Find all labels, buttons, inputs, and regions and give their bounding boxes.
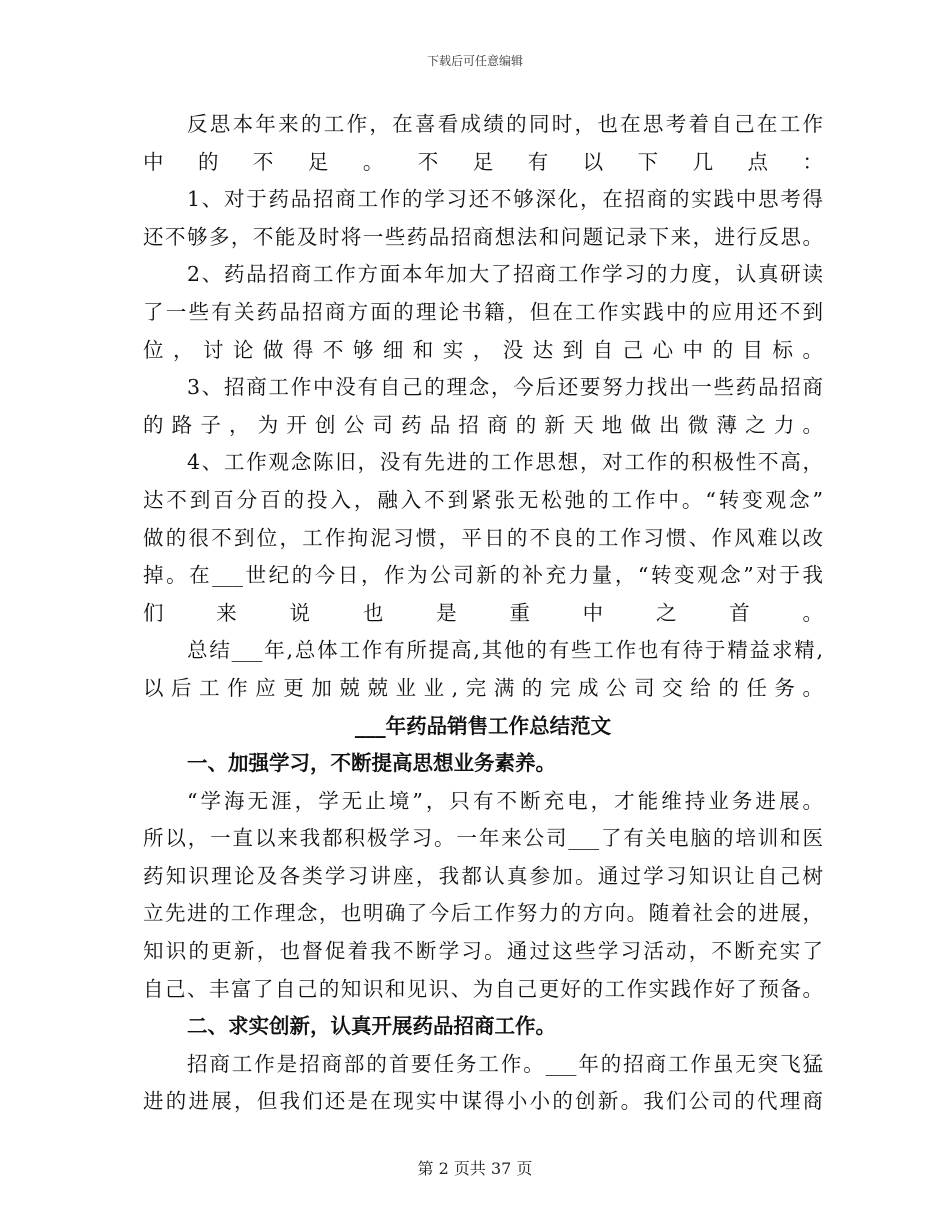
paragraph-line: 自己、丰富了自己的知识和见识、为自己更好的工作实践作好了预备。 [143, 976, 823, 1001]
paragraph-line: 招商工作是招商部的首要任务工作。___年的招商工作虽无突飞猛 [187, 1051, 823, 1076]
page-header-note: 下载后可任意编辑 [426, 54, 523, 68]
paragraph-line: 位，讨论做得不够细和实，没达到自己心中的目标。 [143, 337, 823, 362]
paragraph-line: 知识的更新，也督促着我不断学习。通过这些学习活动，不断充实了 [143, 939, 823, 964]
paragraph-line: 进的进展，但我们还是在现实中谋得小小的创新。我们公司的代理商 [143, 1089, 823, 1114]
document-body [143, 106, 823, 1121]
paragraph-line: 反思本年来的工作，在喜看成绩的同时，也在思考着自己在工作 [187, 112, 823, 136]
section-heading: 一、加强学习，不断提高思想业务素养。 [187, 751, 556, 776]
paragraph-line: 们来说也是重中之首。 [143, 600, 823, 625]
paragraph-line: 的路子，为开创公司药品招商的新天地做出微薄之力。 [143, 412, 823, 437]
section-title: ___年药品销售工作总结范文 [354, 713, 612, 738]
paragraph-line: 药知识理论及各类学习讲座，我都认真参加。通过学习知识让自己树 [143, 863, 823, 888]
paragraph-line: 以后工作应更加兢兢业业,完满的完成公司交给的任务。 [143, 675, 823, 700]
paragraph-line: 立先进的工作理念，也明确了今后工作努力的方向。随着社会的进展， [143, 901, 823, 926]
paragraph-line: 做的很不到位，工作拘泥习惯，平日的不良的工作习惯、作风难以改 [143, 525, 823, 550]
paragraph-line: 掉。在___世纪的今日，作为公司新的补充力量，“转变观念”对于我 [143, 563, 823, 588]
paragraph-line: “学海无涯，学无止境”，只有不断充电，才能维持业务进展。 [187, 788, 823, 813]
paragraph-line: 所以，一直以来我都积极学习。一年来公司___了有关电脑的培训和医 [143, 826, 823, 851]
paragraph-line: 总结___年,总体工作有所提高,其他的有些工作也有待于精益求精, [187, 638, 823, 663]
paragraph-line: 中的不足。不足有以下几点： [143, 149, 823, 174]
paragraph-line: 了一些有关药品招商方面的理论书籍，但在工作实践中的应用还不到 [143, 299, 823, 324]
paragraph-line: 达不到百分百的投入，融入不到紧张无松弛的工作中。“转变观念” [143, 487, 823, 512]
section-heading: 二、求实创新，认真开展药品招商工作。 [187, 1014, 556, 1039]
page-number: 第 2 页共 37 页 [417, 1159, 533, 1178]
paragraph-line: 4、工作观念陈旧，没有先进的工作思想，对工作的积极性不高， [187, 450, 823, 475]
paragraph-line: 2、药品招商工作方面本年加大了招商工作学习的力度，认真研读 [187, 262, 823, 287]
paragraph-line: 还不够多，不能及时将一些药品招商想法和问题记录下来，进行反思。 [143, 224, 823, 249]
paragraph-line: 1、对于药品招商工作的学习还不够深化，在招商的实践中思考得 [187, 187, 823, 212]
paragraph-line: 3、招商工作中没有自己的理念，今后还要努力找出一些药品招商 [187, 375, 823, 400]
